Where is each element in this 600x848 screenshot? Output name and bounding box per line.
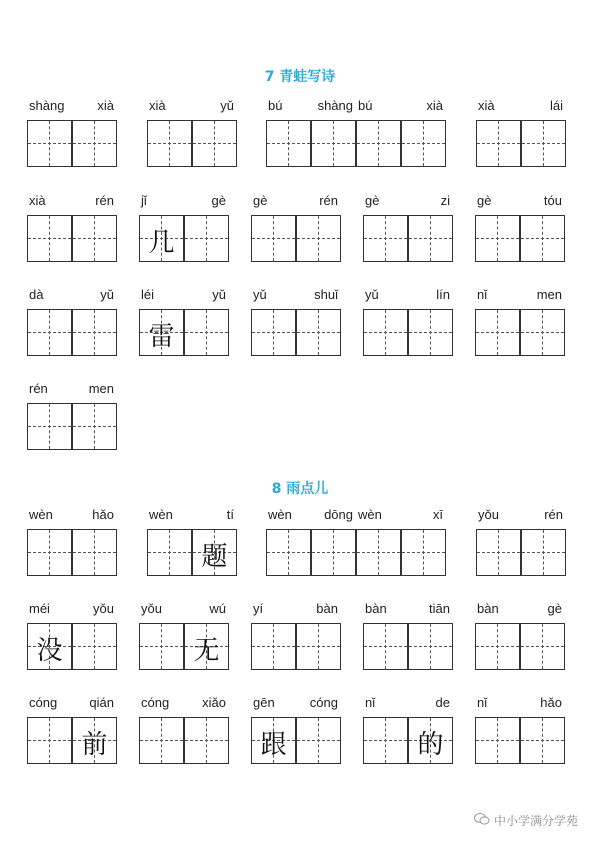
writing-cell[interactable] [266,120,311,167]
pinyin-label: yǒu [478,507,499,522]
pinyin-label: bàn [365,601,387,616]
writing-cell[interactable] [520,215,565,262]
pinyin-label: shàng [317,98,353,113]
pinyin-label: men [88,381,114,396]
writing-cell[interactable] [192,120,237,167]
writing-cell[interactable] [251,623,296,670]
pinyin-label: dà [29,287,44,302]
writing-cell[interactable] [475,623,520,670]
writing-cell[interactable] [521,120,566,167]
writing-cell[interactable] [192,529,237,576]
pinyin-label: gè [547,601,562,616]
pinyin-label: yǔ [253,287,267,302]
pinyin-label: léi [141,287,155,302]
writing-cell[interactable] [184,309,229,356]
pinyin-label: gè [253,193,268,208]
pinyin-label: wú [209,601,226,616]
pinyin-label: wèn [149,507,173,522]
pinyin-label: cóng [29,695,58,710]
pinyin-label: gè [477,193,492,208]
writing-cell[interactable] [184,717,229,764]
writing-cell[interactable] [520,717,565,764]
pinyin-label: yǔ [212,287,226,302]
pinyin-label: tiān [429,601,450,616]
writing-cell[interactable] [27,403,72,450]
pinyin-label: bú [358,98,373,113]
writing-cell[interactable] [296,623,341,670]
section-title: 8 雨点儿 [271,481,329,497]
writing-cell[interactable] [476,120,521,167]
pinyin-label: wèn [268,507,292,522]
pinyin-label: men [536,287,562,302]
writing-cell[interactable] [139,623,184,670]
pinyin-label: xià [29,193,46,208]
pinyin-label: xià [149,98,166,113]
pinyin-label: nǐ [365,695,376,710]
writing-cell[interactable] [184,215,229,262]
writing-cell[interactable] [27,529,72,576]
writing-cell[interactable] [356,529,401,576]
writing-cell[interactable] [27,120,72,167]
pinyin-label: nǐ [477,287,488,302]
cell-character: 雷 [148,322,175,352]
writing-cell[interactable] [520,309,565,356]
writing-cell[interactable] [408,215,453,262]
pinyin-label: yǔ [100,287,114,302]
pinyin-label: lín [436,287,450,302]
writing-cell[interactable] [408,623,453,670]
pinyin-label: qián [89,695,114,710]
writing-cell[interactable] [363,309,408,356]
writing-cell[interactable] [147,120,192,167]
pinyin-label: bú [268,98,283,113]
writing-cell[interactable] [27,717,72,764]
pinyin-label: lái [549,98,563,113]
pinyin-label: gè [211,193,226,208]
cell-character: 跟 [260,730,287,760]
writing-cell[interactable] [476,529,521,576]
writing-cell[interactable] [520,623,565,670]
pinyin-label: tóu [543,193,562,208]
cell-character: 题 [201,542,228,572]
pinyin-label: xià [426,98,443,113]
writing-cell[interactable] [356,120,401,167]
pinyin-label: wèn [29,507,53,522]
writing-cell[interactable] [296,215,341,262]
pinyin-label: gēn [253,695,275,710]
writing-cell[interactable] [408,309,453,356]
writing-cell[interactable] [72,717,117,764]
pinyin-label: jǐ [141,193,147,208]
cell-character: 没 [36,636,63,666]
writing-cell[interactable] [147,529,192,576]
writing-cell[interactable] [363,717,408,764]
writing-cell[interactable] [521,529,566,576]
pinyin-label: rén [29,381,48,396]
pinyin-label: xià [97,98,114,113]
pinyin-label: nǐ [477,695,488,710]
writing-cell[interactable] [363,215,408,262]
writing-cell[interactable] [139,309,184,356]
pinyin-label: yǒu [93,601,114,616]
pinyin-label: cóng [141,695,170,710]
writing-cell[interactable] [401,529,446,576]
writing-cell[interactable] [311,529,356,576]
writing-cell[interactable] [72,120,117,167]
writing-cell[interactable] [72,529,117,576]
pinyin-label: dōng [324,507,353,522]
writing-cell[interactable] [311,120,356,167]
watermark-text: 中小学满分学苑 [493,814,578,828]
pinyin-label: shuǐ [314,287,338,302]
writing-cell[interactable] [475,717,520,764]
writing-cell[interactable] [72,623,117,670]
pinyin-label: yí [253,601,264,616]
pinyin-label: tí [226,507,234,522]
writing-cell[interactable] [296,717,341,764]
writing-cell[interactable] [363,623,408,670]
writing-cell[interactable] [251,717,296,764]
pinyin-label: shàng [29,98,65,113]
writing-cell[interactable] [27,309,72,356]
writing-cell[interactable] [408,717,453,764]
pinyin-label: rén [95,193,114,208]
pinyin-label: gè [365,193,380,208]
writing-cell[interactable] [251,215,296,262]
cell-character: 前 [81,730,108,760]
pinyin-label: wèn [358,507,382,522]
writing-cell[interactable] [401,120,446,167]
watermark [474,812,578,829]
writing-cell[interactable] [27,623,72,670]
cell-character: 的 [417,730,444,760]
pinyin-label: de [435,695,450,710]
writing-cell[interactable] [475,215,520,262]
pinyin-label: yǔ [220,98,234,113]
pinyin-label: bàn [477,601,499,616]
pinyin-label: rén [544,507,563,522]
section-title: 7 青蛙写诗 [264,69,336,85]
writing-cell[interactable] [72,309,117,356]
writing-cell[interactable] [139,215,184,262]
pinyin-label: hǎo [92,507,114,522]
writing-cell[interactable] [139,717,184,764]
pinyin-label: méi [29,601,50,616]
writing-cell[interactable] [251,309,296,356]
pinyin-label: yǔ [365,287,379,302]
pinyin-label: bàn [316,601,338,616]
pinyin-label: xià [478,98,495,113]
writing-cell[interactable] [475,309,520,356]
pinyin-label: xiǎo [202,695,226,710]
pinyin-label: rén [319,193,338,208]
wechat-icon [474,812,490,829]
pinyin-label: cóng [309,695,338,710]
writing-cell[interactable] [184,623,229,670]
pinyin-label: hǎo [540,695,562,710]
cell-character: 几 [148,228,175,258]
cell-character: 无 [193,636,220,666]
writing-cell[interactable] [266,529,311,576]
writing-cell[interactable] [296,309,341,356]
pinyin-label: yǒu [141,601,162,616]
pinyin-label: xī [432,507,443,522]
writing-cell[interactable] [72,403,117,450]
writing-cell[interactable] [27,215,72,262]
writing-cell[interactable] [72,215,117,262]
pinyin-label: zi [440,193,450,208]
